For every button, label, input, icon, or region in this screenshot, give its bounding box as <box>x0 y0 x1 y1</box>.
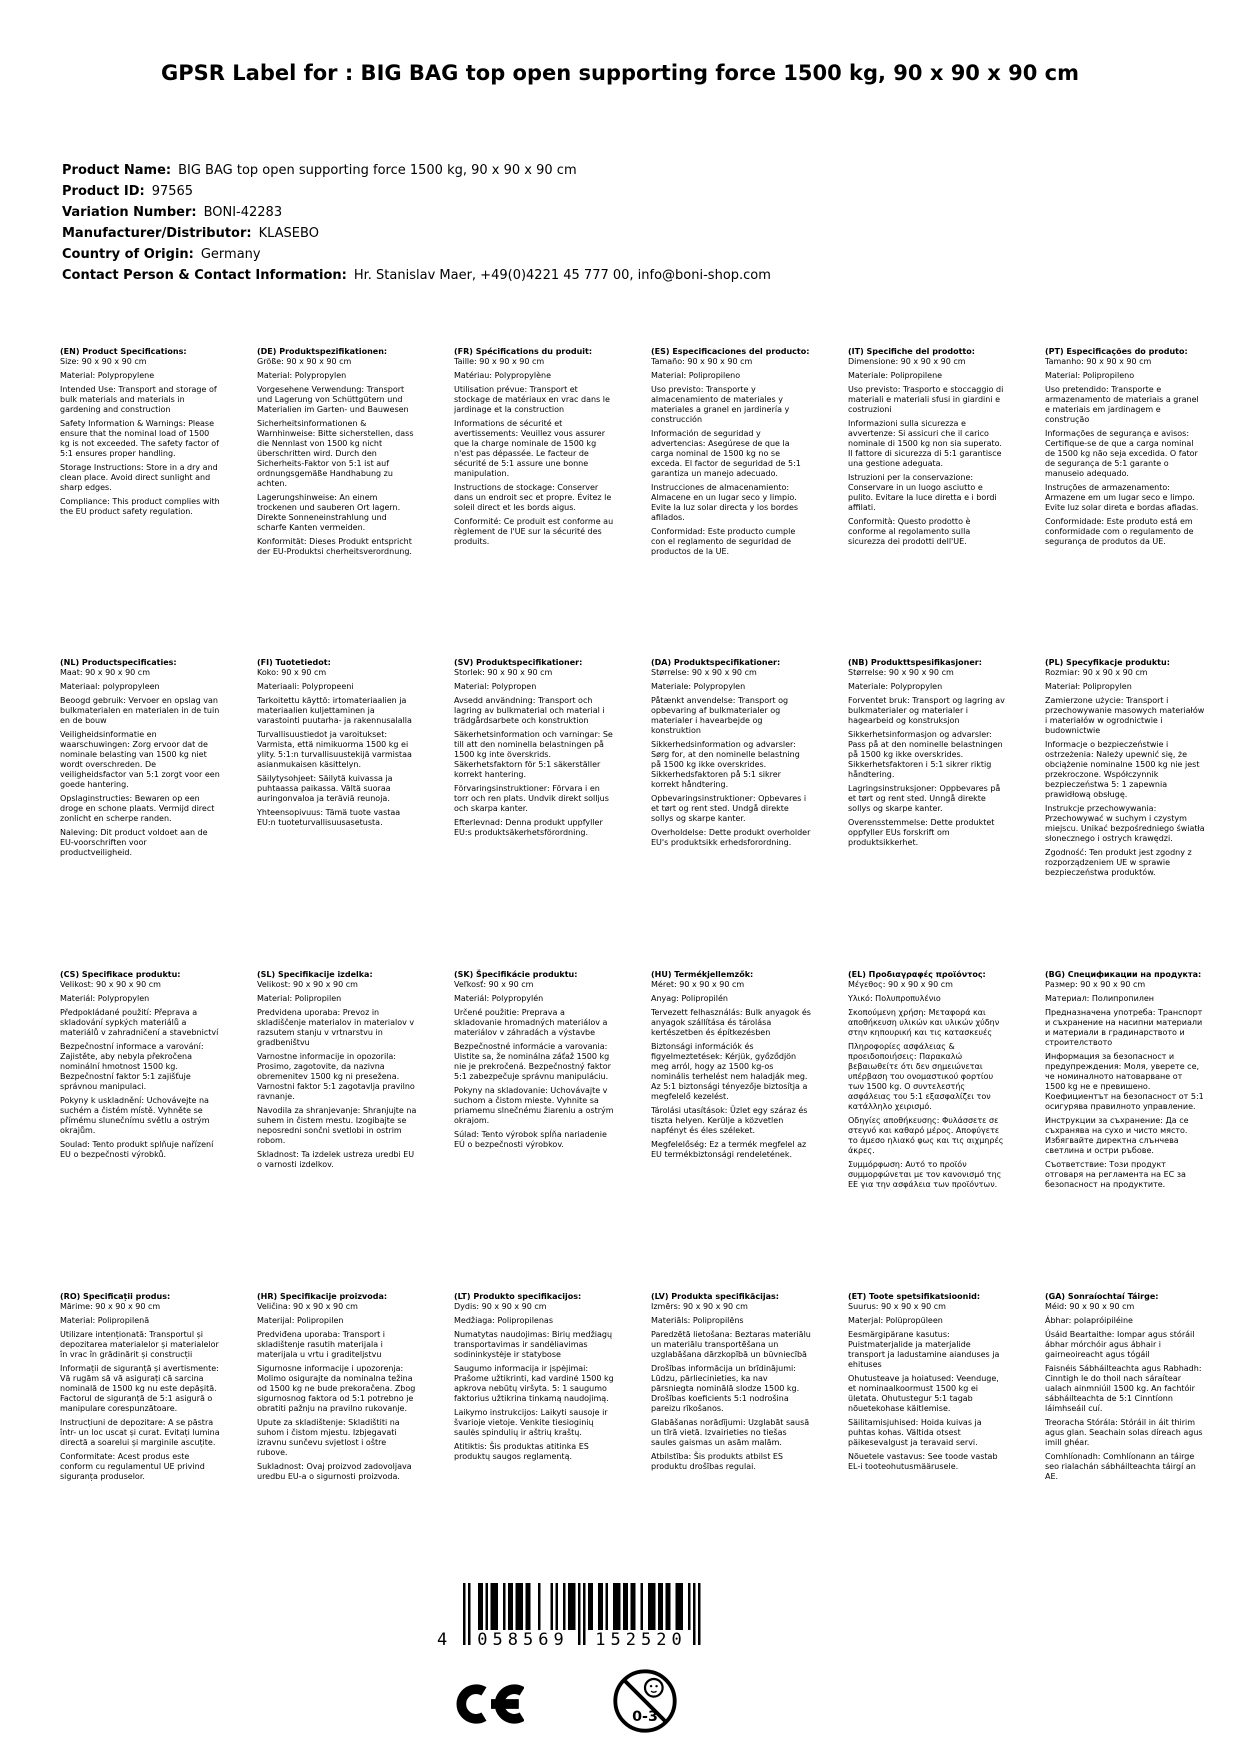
spec-paragraph: Materiaali: Polypropeeni <box>257 682 354 691</box>
spec-paragraph: Pokyny na skladovanie: Uchovávajte v suchom a čistom mieste. Vyhnite sa priamemu slnečnému žiareniu a ostrým okrajom. <box>454 1086 614 1125</box>
variation-number-label: Variation Number: <box>62 205 197 220</box>
spec-paragraph: Förvaringsinstruktioner: Förvara i en torr och ren plats. Undvik direkt solljus och skarpa kanter. <box>454 784 609 813</box>
variation-number-line <box>62 202 771 223</box>
spec-paragraph: Avsedd användning: Transport och lagring av bulkmaterial och material i trädgårdsarbete och konstruktion <box>454 696 605 725</box>
language-section-hu <box>651 970 811 1292</box>
product-name-line <box>62 160 771 181</box>
spec-paragraph: Materiál: Polypropylén <box>454 994 544 1003</box>
spec-paragraph: Naleving: Dit product voldoet aan de EU-voorschriften voor productveiligheid. <box>60 828 208 857</box>
spec-paragraph: Informacje o bezpieczeństwie i ostrzeżenia: Należy upewnić się, że obciążenie nominalne 1500 kg nie jest przekroczone. Współczynnik bezpieczeństwa 5: 1 zapewnia prawidłową obsługę. <box>1045 740 1200 799</box>
spec-paragraph: Storlek: 90 x 90 x 90 cm <box>454 668 553 677</box>
spec-paragraph: Konformität: Dieses Produkt entspricht der EU-Produktsi cherheitsverordnung. <box>257 537 412 556</box>
spec-paragraph: Veľkosť: 90 x 90 cm <box>454 980 534 989</box>
spec-paragraph: Инструкции за съхранение: Да се съхранява на сухо и чисто място. Избягвайте директна слънчева светлина и остри ръбове. <box>1045 1116 1189 1155</box>
spec-paragraph: Conformidade: Este produto está em conformidade com o regulamento de segurança de produtos da UE. <box>1045 517 1194 546</box>
spec-paragraph: Påtænkt anvendelse: Transport og opbevaring af bulkmaterialer og materialer i havearbejde og konstruktion <box>651 696 789 735</box>
spec-paragraph: Méret: 90 x 90 x 90 cm <box>651 980 745 989</box>
language-section-da <box>651 658 811 970</box>
manufacturer-line <box>62 223 771 244</box>
contact-value: Hr. Stanislav Maer, +49(0)4221 45 777 00, info@boni-shop.com <box>353 268 771 283</box>
section-heading: (GA) Sonraíochtaí Táirge: <box>1045 1292 1159 1301</box>
spec-paragraph: Säkerhetsinformation och varningar: Se till att den nominella belastningen på 1500 kg inte överskrids. Säkerhetsfaktorn för 5:1 säkerställer korrekt hantering. <box>454 730 613 779</box>
page-title: GPSR Label for : BIG BAG top open supporting force 1500 kg, 90 x 90 x 90 cm <box>161 61 1079 85</box>
spec-paragraph: Informações de segurança e avisos: Certifique-se de que a carga nominal de 1500 kg não seja excedida. O fator de segurança de 5:1 garante o manuseio adequado. <box>1045 429 1198 478</box>
spec-paragraph: Lagerungshinweise: An einem trockenen und sauberen Ort lagern. Direkte Sonneneinstrahlung und scharfe Kanten vermeiden. <box>257 493 401 532</box>
spec-paragraph: Säilitamisjuhised: Hoida kuivas ja puhtas kohas. Vältida otsest päikesevalgust ja teravaid servi. <box>848 1418 982 1447</box>
spec-paragraph: Vorgesehene Verwendung: Transport und Lagerung von Schüttgütern und Materialien im Garten- und Bauwesen <box>257 385 409 414</box>
section-heading: (SV) Produktspecifikationer: <box>454 658 583 667</box>
spec-paragraph: Utilisation prévue: Transport et stockage de matériaux en vrac dans le jardinage et la construction <box>454 385 610 414</box>
spec-paragraph: Súlad: Tento výrobok spĺňa nariadenie EÚ o bezpečnosti výrobkov. <box>454 1130 607 1149</box>
section-heading: (EL) Προδιαγραφές προϊόντος: <box>848 970 986 979</box>
spec-paragraph: Materijal: Polipropilen <box>257 1316 344 1325</box>
spec-paragraph: Sigurnosne informacije i upozorenja: Molimo osigurajte da nominalna težina od 1500 kg ne bude prekoračena. Zbog sigurnosnog faktora od 5:1 potrebno je obratiti pažnju na pravilno rukovanje. <box>257 1364 416 1413</box>
contact-line <box>62 265 771 286</box>
section-heading: (SL) Specifikacije izdelka: <box>257 970 373 979</box>
spec-paragraph: Veiligheidsinformatie en waarschuwingen: Zorg ervoor dat de nominale belasting van 1500 kg niet wordt overschreden. De veiligheidsfactor van 5:1 zorgt voor een goede hantering. <box>60 730 220 789</box>
country-line <box>62 244 771 265</box>
spec-paragraph: Yhteensopivuus: Tämä tuote vastaa EU:n tuoteturvallisuusasetusta. <box>257 808 401 827</box>
contact-label: Contact Person & Contact Information: <box>62 268 347 283</box>
spec-paragraph: Treoracha Stórála: Stóráil in áit thirim agus glan. Seachain solas díreach agus imill ghéar. <box>1045 1418 1203 1447</box>
spec-paragraph: Skladnost: Ta izdelek ustreza uredbi EU o varnosti izdelkov. <box>257 1150 415 1169</box>
spec-paragraph: Sikkerhedsinformation og advarsler: Sørg for, at den nominelle belastning på 1500 kg ikke overskrides. Sikkerhedsfaktoren på 5:1 sikrer korrekt håndtering. <box>651 740 800 789</box>
spec-paragraph: Efterlevnad: Denna produkt uppfyller EU:s produktsäkerhetsförordning. <box>454 818 603 837</box>
language-section-nl <box>60 658 220 970</box>
spec-paragraph: Συμμόρφωση: Αυτό το προϊόν συμμορφώνεται με τον κανονισμό της ΕΕ για την ασφάλεια των προϊόντων. <box>848 1160 1002 1189</box>
language-section-ga <box>1045 1292 1205 1482</box>
spec-paragraph: Instrucciones de almacenamiento: Almacene en un lugar seco y limpio. Evite la luz solar directa y los bordes afilados. <box>651 483 799 522</box>
language-section-pl <box>1045 658 1205 970</box>
spec-paragraph: Instrucțiuni de depozitare: A se păstra într- un loc uscat și curat. Evitați lumina directă a soarelui și marginile ascuțite. <box>60 1418 220 1447</box>
spec-paragraph: Mărime: 90 x 90 x 90 cm <box>60 1302 161 1311</box>
spec-paragraph: Zamierzone użycie: Transport i przechowywanie masowych materiałów i materiałów w ogrodnictwie i budownictwie <box>1045 696 1205 735</box>
language-section-es <box>651 347 811 658</box>
section-heading: (EN) Product Specifications: <box>60 347 187 356</box>
spec-paragraph: Eesmärgipärane kasutus: Puistmaterjalide ja materjalide transport ja ladustamine aianduses ja ehituses <box>848 1330 1000 1369</box>
spec-paragraph: Velikost: 90 x 90 x 90 cm <box>60 980 161 989</box>
spec-paragraph: Materiál: Polypropylen <box>60 994 150 1003</box>
spec-paragraph: Tamaño: 90 x 90 x 90 cm <box>651 357 753 366</box>
section-heading: (ES) Especificaciones del producto: <box>651 347 810 356</box>
spec-paragraph: Materiale: Polypropylen <box>848 682 943 691</box>
language-section-el <box>848 970 1008 1292</box>
spec-paragraph: Instructions de stockage: Conserver dans un endroit sec et propre. Évitez le soleil direct et les bords aigus. <box>454 483 612 512</box>
section-heading: (FR) Spécifications du produit: <box>454 347 593 356</box>
age-warning-text: 0-3 <box>632 1708 658 1725</box>
spec-paragraph: Conformité: Ce produit est conforme au règlement de l'UE sur la sécurité des produits. <box>454 517 614 546</box>
spec-paragraph: Anyag: Polipropilén <box>651 994 728 1003</box>
language-section-it <box>848 347 1008 658</box>
ean13-barcode <box>437 1583 703 1653</box>
spec-paragraph: Utilizare intenționată: Transportul și depozitarea materialelor și materialelor în vrac în grădinărit și construcții <box>60 1330 219 1359</box>
spec-paragraph: Predviđena uporaba: Transport i skladištenje rasutih materijala i materijala u vrtu i graditeljstvu <box>257 1330 386 1359</box>
spec-paragraph: Material: Polipropileno <box>1045 371 1135 380</box>
spec-paragraph: Materiāls: Polipropilēns <box>651 1316 744 1325</box>
spec-paragraph: Σκοπούμενη χρήση: Μεταφορά και αποθήκευση υλικών και υλικών χύδην στην κηπουρική και τις κατασκευές <box>848 1008 1000 1037</box>
language-section-fr <box>454 347 614 658</box>
section-heading: (PL) Specyfikacje produktu: <box>1045 658 1170 667</box>
spec-paragraph: Velikost: 90 x 90 x 90 cm <box>257 980 358 989</box>
barcode-first-digit: 4 <box>437 1630 448 1650</box>
spec-paragraph: Overensstemmelse: Dette produktet oppfyller EUs forskrift om produktsikkerhet. <box>848 818 995 847</box>
spec-paragraph: Conformidad: Este producto cumple con el reglamento de seguridad de productos de la UE. <box>651 527 796 556</box>
spec-paragraph: Safety Information & Warnings: Please ensure that the nominal load of 1500 kg is not exceeded. The safety factor of 5:1 ensures proper handling. <box>60 419 219 458</box>
spec-paragraph: Size: 90 x 90 x 90 cm <box>60 357 147 366</box>
spec-paragraph: Úsáid Beartaithe: Iompar agus stóráil ábhar mórchóir agus ábhair i gairneoireacht agus tógáil <box>1045 1330 1195 1359</box>
spec-paragraph: Pokyny k uskladnění: Uchovávejte na suchém a čistém místě. Vyhněte se přímému slunečnímu světlu a ostrým okrajům. <box>60 1096 210 1135</box>
language-section-en <box>60 347 220 658</box>
spec-paragraph: Instrukcje przechowywania: Przechowywać w suchym i czystym miejscu. Unikać bezpośredniego światła słonecznego i ostrych krawędzi. <box>1045 804 1205 843</box>
section-heading: (HU) Termékjellemzők: <box>651 970 754 979</box>
section-heading: (ET) Toote spetsifikatsioonid: <box>848 1292 981 1301</box>
spec-paragraph: Overholdelse: Dette produkt overholder EU's produktsikk erhedsforordning. <box>651 828 811 847</box>
section-heading: (LV) Produkta specifikācijas: <box>651 1292 779 1301</box>
spec-paragraph: Οδηγίες αποθήκευσης: Φυλάσσετε σε στεγνό και καθαρό μέρος. Αποφύγετε το άμεσο ηλιακό φως και τις αιχμηρές άκρες. <box>848 1116 1004 1155</box>
spec-paragraph: Glabāšanas norādījumi: Uzglabāt sausā un tīrā vietā. Izvairieties no tiešas saules gaismas un asām malām. <box>651 1418 810 1447</box>
spec-paragraph: Atbilstība: Šis produkts atbilst ES produktu drošības regulai. <box>651 1452 784 1471</box>
spec-paragraph: Materiale: Polipropilene <box>848 371 943 380</box>
spec-paragraph: Beoogd gebruik: Vervoer en opslag van bulkmaterialen en materialen in de tuin en de bouw <box>60 696 220 725</box>
spec-paragraph: Opbevaringsinstruktioner: Opbevares i et tørt og rent sted. Undgå direkte sollys og skarpe kanter. <box>651 794 807 823</box>
spec-paragraph: Tárolási utasítások: Üzlet egy száraz és tiszta helyen. Kerülje a közvetlen napfényt és éles széleket. <box>651 1106 808 1135</box>
language-section-nb <box>848 658 1008 970</box>
section-heading: (NB) Produkttspesifikasjoner: <box>848 658 982 667</box>
language-section-pt <box>1045 347 1205 658</box>
spec-paragraph: Nõuetele vastavus: See toode vastab EL-i tooteohutusmäärusele. <box>848 1452 998 1471</box>
spec-paragraph: Istruzioni per la conservazione: Conservare in un luogo asciutto e pulito. Evitare la luce diretta e i bordi affilati. <box>848 473 997 512</box>
spec-paragraph: Ohutusteave ja hoiatused: Veenduge, et nominaalkoormust 1500 kg ei ületata. Ohutustegur 5:1 tagab nõuetekohase käitlemise. <box>848 1374 999 1413</box>
spec-paragraph: Säilytysohjeet: Säilytä kuivassa ja puhtaassa paikassa. Vältä suoraa auringonvaloa ja teräviä reunoja. <box>257 774 393 803</box>
ce-mark-icon <box>448 1683 524 1725</box>
language-section-sk <box>454 970 614 1292</box>
barcode-left-digits: 058569 <box>477 1630 569 1650</box>
spec-paragraph: Material: Polypropylene <box>60 371 155 380</box>
spec-paragraph: Opslaginstructies: Bewaren op een droge en schone plaats. Vermijd direct zonlicht en scherpe randen. <box>60 794 215 823</box>
section-heading: (DE) Produktspezifikationen: <box>257 347 388 356</box>
spec-paragraph: Størrelse: 90 x 90 x 90 cm <box>848 668 954 677</box>
spec-paragraph: Faisnéis Sábháilteachta agus Rabhadh: Cinntigh le do thoil nach sáraítear ualach ainmniúil 1500 kg. An fachtóir sábháilteachta de 5:1 Cinntíonn láimhseáil cuí. <box>1045 1364 1202 1413</box>
language-section-sv <box>454 658 614 970</box>
spec-paragraph: Μέγεθος: 90 x 90 x 90 cm <box>848 980 953 989</box>
spec-paragraph: Съответствие: Този продукт отговаря на регламента на ЕС за безопасност на продуктите. <box>1045 1160 1186 1189</box>
age-warning-0-3-icon <box>612 1668 678 1734</box>
spec-paragraph: Veličina: 90 x 90 x 90 cm <box>257 1302 358 1311</box>
spec-paragraph: Uso previsto: Trasporto e stoccaggio di materiali e materiali sfusi in giardini e costruzioni <box>848 385 1004 414</box>
section-heading: (BG) Спецификации на продукта: <box>1045 970 1202 979</box>
spec-paragraph: Conformità: Questo prodotto è conforme al regolamento sulla sicurezza dei prodotti dell'UE. <box>848 517 971 546</box>
section-heading: (RO) Specificații produs: <box>60 1292 171 1301</box>
spec-paragraph: Información de seguridad y advertencias: Asegúrese de que la carga nominal de 1500 kg no se exceda. El factor de seguridad de 5:1 garantiza un manejo adecuado. <box>651 429 801 478</box>
spec-paragraph: Размер: 90 x 90 x 90 cm <box>1045 980 1146 989</box>
spec-paragraph: Medžiaga: Polipropilenas <box>454 1316 553 1325</box>
spec-paragraph: Taille: 90 x 90 x 90 cm <box>454 357 545 366</box>
spec-paragraph: Dydis: 90 x 90 x 90 cm <box>454 1302 547 1311</box>
spec-paragraph: Størrelse: 90 x 90 x 90 cm <box>651 668 757 677</box>
spec-paragraph: Numatytas naudojimas: Birių medžiagų transportavimas ir sandėliavimas sodininkystėje ir statybose <box>454 1330 613 1359</box>
language-section-lv <box>651 1292 811 1482</box>
spec-paragraph: Material: Polipropilen <box>257 994 342 1003</box>
spec-paragraph: Предназначена употреба: Транспорт и съхранение на насипни материали и материали в градинарството и строителството <box>1045 1008 1203 1047</box>
spec-paragraph: Sikkerhetsinformasjon og advarsler: Pass på at den nominelle belastningen på 1500 kg ikke overskrides. Sikkerhetsfaktoren i 5:1 sikrer riktig håndtering. <box>848 730 1003 779</box>
spec-paragraph: Biztonsági információk és figyelmeztetések: Kérjük, győződjön meg arról, hogy az 1500 kg-os nominális terhelést nem haladják meg. Az 5:1 biztonsági tényezője biztosítja a megfelelő kezelést. <box>651 1042 808 1101</box>
spec-paragraph: Материал: Полипропилен <box>1045 994 1155 1003</box>
language-section-bg <box>1045 970 1205 1292</box>
spec-paragraph: Информация за безопасност и предупреждения: Моля, уверете се, че номиналното натоварване от 1500 kg не е превишено. Коефициентът на безопасност от 5:1 осигурява правилното управление. <box>1045 1052 1204 1111</box>
manufacturer-label: Manufacturer/Distributor: <box>62 226 252 241</box>
barcode-right-digits: 152520 <box>595 1630 687 1650</box>
spec-paragraph: Größe: 90 x 90 x 90 cm <box>257 357 352 366</box>
spec-paragraph: Sicherheitsinformationen & Warnhinweise: Bitte sicherstellen, dass die Nennlast von 1500 kg nicht überschritten wird. Durch den Sicherheits-Faktor von 5:1 ist auf ordnungsgemäße Handhabung zu achten. <box>257 419 414 488</box>
spec-paragraph: Laikymo instrukcijos: Laikyti sausoje ir švarioje vietoje. Venkite tiesioginių saulės spindulių ir aštrių kraštų. <box>454 1408 608 1437</box>
product-name-label: Product Name: <box>62 163 172 178</box>
spec-paragraph: Sukladnost: Ovaj proizvod zadovoljava uredbu EU-a o sigurnosti proizvoda. <box>257 1462 412 1481</box>
section-heading: (LT) Produkto specifikacijos: <box>454 1292 582 1301</box>
variation-number-value: BONI-42283 <box>203 205 283 220</box>
spec-paragraph: Material: Polypropen <box>454 682 537 691</box>
spec-paragraph: Méid: 90 x 90 x 90 cm <box>1045 1302 1135 1311</box>
spec-paragraph: Uso pretendido: Transporte e armazenamento de materiais a granel e materiais em jardinagem e construção <box>1045 385 1199 424</box>
spec-paragraph: Comhlíonadh: Comhlíonann an táirge seo rialachán sábháilteachta táirgí an AE. <box>1045 1452 1196 1481</box>
spec-paragraph: Informations de sécurité et avertissements: Veuillez vous assurer que la charge nominale de 1500 kg n'est pas dépassée. Le facteur de sécurité de 5:1 assure une bonne manipulation. <box>454 419 606 478</box>
spec-paragraph: Conformitate: Acest produs este conform cu regulamentul UE privind siguranța produselor. <box>60 1452 205 1481</box>
product-id-label: Product ID: <box>62 184 145 199</box>
spec-paragraph: Soulad: Tento produkt splňuje nařízení EU o bezpečnosti výrobků. <box>60 1140 214 1159</box>
spec-paragraph: Materiał: Polipropylen <box>1045 682 1132 691</box>
section-heading: (IT) Specifiche del prodotto: <box>848 347 975 356</box>
product-info-block <box>62 160 771 286</box>
spec-paragraph: Υλικό: Πολυπροπυλένιο <box>848 994 941 1003</box>
spec-paragraph: Materiale: Polypropylen <box>651 682 746 691</box>
spec-paragraph: Maat: 90 x 90 x 90 cm <box>60 668 150 677</box>
product-name-value: BIG BAG top open supporting force 1500 kg, 90 x 90 x 90 cm <box>178 163 577 178</box>
spec-paragraph: Tamanho: 90 x 90 x 90 cm <box>1045 357 1152 366</box>
product-id-line <box>62 181 771 202</box>
language-section-sl <box>257 970 417 1292</box>
spec-paragraph: Atitiktis: Šis produktas atitinka ES produktų saugos reglamentą. <box>454 1442 589 1461</box>
spec-paragraph: Bezpečnostní informace a varování: Zajistěte, aby nebyla překročena nominální hmotnost 1500 kg. Bezpečnostní faktor 5:1 zajišťuje správnou manipulaci. <box>60 1042 204 1091</box>
spec-paragraph: Material: Polipropilenă <box>60 1316 150 1325</box>
spec-paragraph: Izmērs: 90 x 90 x 90 cm <box>651 1302 748 1311</box>
country-value: Germany <box>200 247 261 262</box>
language-section-et <box>848 1292 1008 1482</box>
spec-paragraph: Bezpečnostné informácie a varovania: Uistite sa, že nominálna záťaž 1500 kg nie je prekročená. Bezpečnostný faktor 5:1 zabezpečuje správnu manipuláciu. <box>454 1042 611 1081</box>
spec-paragraph: Storage Instructions: Store in a dry and clean place. Avoid direct sunlight and sharp edges. <box>60 463 218 492</box>
spec-paragraph: Compliance: This product complies with the EU product safety regulation. <box>60 497 220 516</box>
spec-paragraph: Drošības informācija un brīdinājumi: Lūdzu, pārliecinieties, ka nav pārsniegta nominālā slodze 1500 kg. Drošības koeficients 5:1 nodrošina pareizu rīkošanos. <box>651 1364 800 1413</box>
manufacturer-value: KLASEBO <box>258 226 319 241</box>
section-heading: (HR) Specifikacije proizvoda: <box>257 1292 388 1301</box>
spec-paragraph: Uso previsto: Transporte y almacenamiento de materiales y materiales a granel en jardinería y construcción <box>651 385 790 424</box>
spec-paragraph: Dimensione: 90 x 90 x 90 cm <box>848 357 966 366</box>
spec-paragraph: Predvidena uporaba: Prevoz in skladiščenje materialov in materialov v razsutem stanju v vrtnarstvu in gradbeništvu <box>257 1008 415 1047</box>
spec-paragraph: Instruções de armazenamento: Armazene em um lugar seco e limpo. Evite luz solar direta e bordas afiadas. <box>1045 483 1199 512</box>
spec-paragraph: Informații de siguranță și avertismente: Vă rugăm să vă asigurați că sarcina nominală de 1500 kg nu este depășită. Factorul de siguranță de 5:1 asigură o manipulare corespunzătoare. <box>60 1364 219 1413</box>
spec-paragraph: Turvallisuustiedot ja varoitukset: Varmista, että nimikuorma 1500 kg ei ylity. 5:1:n turvallisuustekijä varmistaa asianmukaisen käsittelyn. <box>257 730 412 769</box>
spec-paragraph: Koko: 90 x 90 cm <box>257 668 327 677</box>
spec-paragraph: Intended Use: Transport and storage of bulk materials and materials in gardening and construction <box>60 385 217 414</box>
spec-paragraph: Lagringsinstruksjoner: Oppbevares på et tørt og rent sted. Unngå direkte sollys og skarpe kanter. <box>848 784 1001 813</box>
spec-paragraph: Forventet bruk: Transport og lagring av bulkmaterialer og materialer i hagearbeid og konstruksjon <box>848 696 1005 725</box>
spec-paragraph: Megfelelőség: Ez a termék megfelel az EU termékbiztonsági rendeletének. <box>651 1140 807 1159</box>
spec-paragraph: Πληροφορίες ασφάλειας & προειδοποιήσεις: Παρακαλώ βεβαιωθείτε ότι δεν σημειώνεται υπέρβαση του ονομαστικού φορτίου των 1500 kg. Ο συντελεστής ασφάλειας του 5:1 εξασφαλίζει τον κατάλληλο χειρισμό. <box>848 1042 994 1111</box>
language-section-fi <box>257 658 417 970</box>
language-section-hr <box>257 1292 417 1482</box>
spec-paragraph: Ábhar: polapróipiléine <box>1045 1316 1133 1325</box>
section-heading: (NL) Productspecificaties: <box>60 658 177 667</box>
spec-paragraph: Matériau: Polypropylène <box>454 371 552 380</box>
spec-paragraph: Material: Polypropylen <box>257 371 347 380</box>
spec-paragraph: Tarkoitettu käyttö: irtomateriaalien ja materiaalien kuljettaminen ja varastointi puutarha- ja rakennusalalla <box>257 696 412 725</box>
spec-paragraph: Suurus: 90 x 90 x 90 cm <box>848 1302 946 1311</box>
language-section-cs <box>60 970 220 1292</box>
section-heading: (DA) Produktspecifikationer: <box>651 658 781 667</box>
spec-grid <box>60 347 1205 1482</box>
section-heading: (CS) Specifikace produktu: <box>60 970 181 979</box>
product-id-value: 97565 <box>151 184 194 199</box>
spec-paragraph: Určené použitie: Preprava a skladovanie hromadných materiálov a materiálov v záhradách a výstavbe <box>454 1008 608 1037</box>
spec-paragraph: Saugumo informacija ir įspėjimai: Prašome užtikrinti, kad vardinė 1500 kg apkrova nebūtų viršyta. 5: 1 saugumo faktorius užtikrina tinkamą naudojimą. <box>454 1364 614 1403</box>
spec-paragraph: Paredzētā lietošana: Beztaras materiālu un materiālu transportēšana un uzglabāšana dārzkopībā un būvniecībā <box>651 1330 811 1359</box>
spec-paragraph: Materjal: Polüpropüleen <box>848 1316 943 1325</box>
language-section-lt <box>454 1292 614 1482</box>
spec-paragraph: Materiaal: polypropyleen <box>60 682 160 691</box>
language-section-de <box>257 347 417 658</box>
section-heading: (SK) Špecifikácie produktu: <box>454 970 578 979</box>
spec-paragraph: Informazioni sulla sicurezza e avvertenze: Si assicuri che il carico nominale di 1500 kg non sia superato. Il fattore di sicurezza di 5:1 garantisce una gestione adeguata. <box>848 419 1002 468</box>
spec-paragraph: Předpokládané použití: Přeprava a skladování sypkých materiálů a materiálů v zahradničení a stavebnictví <box>60 1008 219 1037</box>
language-section-ro <box>60 1292 220 1482</box>
section-heading: (FI) Tuotetiedot: <box>257 658 331 667</box>
spec-paragraph: Material: Polipropileno <box>651 371 741 380</box>
spec-paragraph: Zgodność: Ten produkt jest zgodny z rozporządzeniem UE w sprawie bezpieczeństwa produktów. <box>1045 848 1192 877</box>
spec-paragraph: Tervezett felhasználás: Bulk anyagok és anyagok szállítása és tárolása kertészetben és építkezésben <box>651 1008 811 1037</box>
spec-paragraph: Upute za skladištenje: Skladištiti na suhom i čistom mjestu. Izbjegavati izravnu sunčevu svjetlost i oštre rubove. <box>257 1418 400 1457</box>
country-label: Country of Origin: <box>62 247 194 262</box>
spec-paragraph: Navodila za shranjevanje: Shranjujte na suhem in čistem mestu. Izogibajte se neposredni sončni svetlobi in ostrim robom. <box>257 1106 417 1145</box>
spec-paragraph: Rozmiar: 90 x 90 x 90 cm <box>1045 668 1148 677</box>
section-heading: (PT) Especificações do produto: <box>1045 347 1188 356</box>
spec-paragraph: Varnostne informacije in opozorila: Prosimo, zagotovite, da nazivna obremenitev 1500 kg ni presežena. Varnostni faktor 5:1 zagotavlja pravilno ravnanje. <box>257 1052 415 1101</box>
